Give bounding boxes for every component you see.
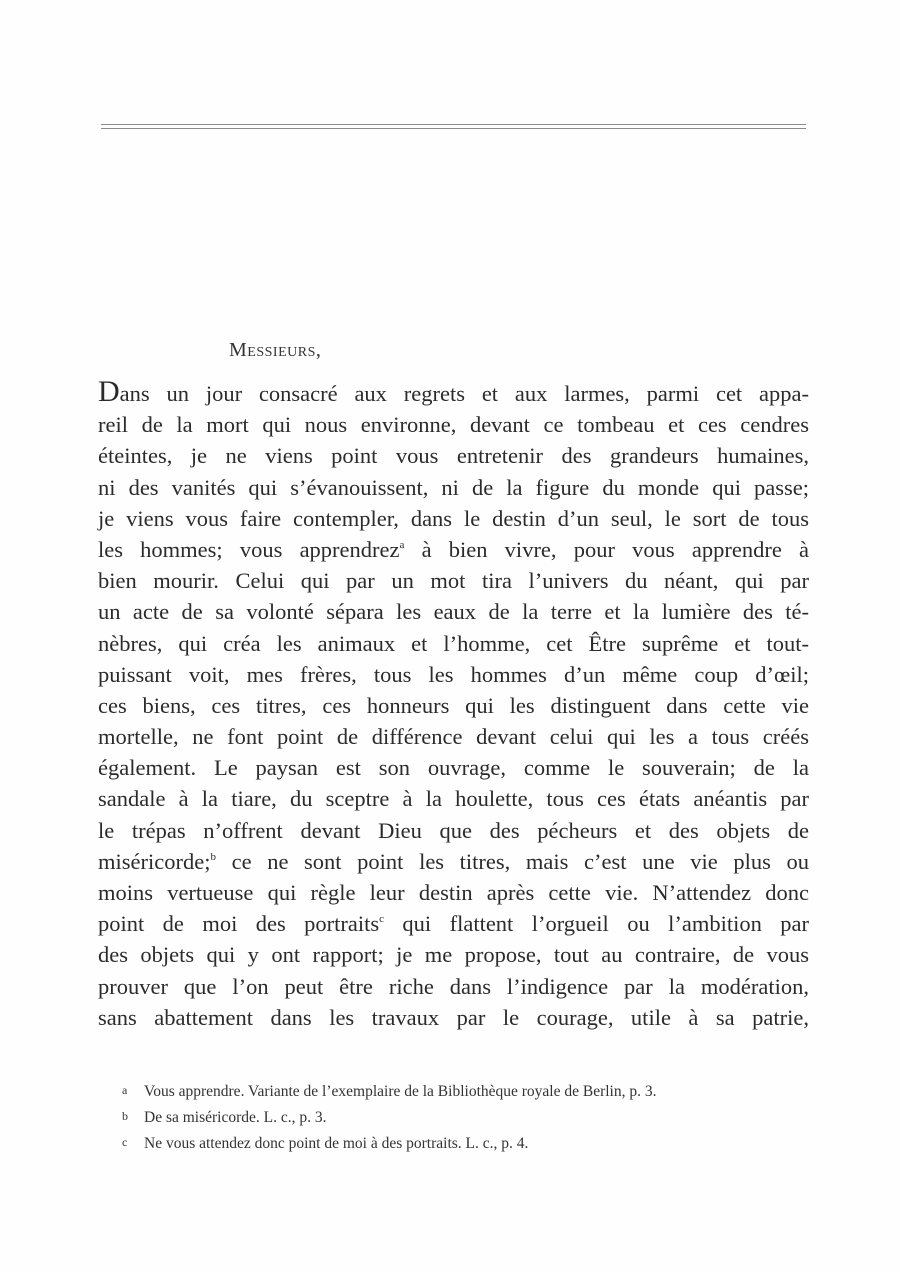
line-text: également. Le paysan est son ouvrage, comme le souverain; de la — [98, 755, 809, 781]
text-line — [98, 971, 809, 1002]
line-text-after: ce ne sont point les titres, mais c’est une vie plus ou — [215, 848, 809, 874]
text-line — [98, 721, 809, 752]
footnote-text: De sa miséricorde. L. c., p. 3. — [144, 1109, 327, 1126]
footnote — [122, 1130, 822, 1156]
line-text: point de moi des portraits — [98, 911, 380, 937]
text-line — [98, 565, 809, 596]
line-text: moins vertueuse qui règle leur destin après cette vie. N’attendez donc — [98, 880, 809, 905]
line-text: ans un jour consacré aux regrets et aux larmes, parmi cet appa- — [119, 381, 809, 406]
line-text: le trépas n’offrent devant Dieu que des pécheurs et des objets de — [98, 817, 809, 843]
text-line — [98, 908, 809, 939]
footnote-mark: b — [122, 1109, 128, 1123]
text-line — [98, 1002, 809, 1033]
line-text-after: à bien vivre, pour vous apprendre à — [404, 536, 809, 562]
footnote-text: Vous apprendre. Variante de l’exemplaire de la Bibliothèque royale de Berlin, p. 3. — [144, 1083, 657, 1100]
line-text: un acte de sa volonté sépara les eaux de la terre et la lumière des té- — [98, 599, 809, 625]
line-text: les hommes; vous apprendrez — [98, 536, 400, 562]
footnote-text: Ne vous attendez donc point de moi à des portraits. L. c., p. 4. — [144, 1135, 529, 1152]
line-text: reil de la mort qui nous environne, devant ce tombeau et ces cendres — [98, 412, 809, 438]
text-line — [98, 472, 809, 503]
text-line — [98, 659, 809, 690]
text-line — [98, 877, 809, 908]
text-line — [98, 815, 809, 846]
salutation: Messieurs, — [229, 339, 322, 361]
body-text — [98, 375, 809, 1033]
footnote-ref: b — [210, 850, 216, 863]
line-text: nèbres, qui créa les animaux et l’homme, cet Être suprême et tout- — [98, 630, 809, 656]
line-text: sandale à la tiare, du sceptre à la houlette, tous ces états anéantis par — [98, 786, 809, 812]
footnote-mark: a — [122, 1083, 128, 1097]
text-line — [98, 628, 809, 659]
line-text: bien mourir. Celui qui par un mot tira l’univers du néant, qui par — [98, 568, 809, 594]
text-line — [98, 409, 809, 440]
line-text: des objets qui y ont rapport; je me propose, tout au contraire, de vous — [98, 942, 809, 968]
line-text: éteintes, je ne viens point vous entretenir des grandeurs humaines, — [98, 443, 809, 469]
drop-cap: D — [98, 375, 120, 408]
line-text-after: qui flattent l’orgueil ou l’ambition par — [384, 911, 809, 937]
text-line — [98, 503, 809, 534]
text-line — [98, 690, 809, 721]
text-line — [98, 596, 809, 627]
text-line — [98, 783, 809, 814]
text-line — [98, 375, 809, 409]
line-text: sans abattement dans les travaux par le courage, utile à sa patrie, — [98, 1004, 809, 1030]
header-rule-bottom — [101, 128, 806, 129]
footnote-ref: c — [379, 913, 385, 926]
footnote — [122, 1078, 822, 1104]
text-line — [98, 846, 809, 877]
footnote-ref: a — [399, 538, 405, 551]
line-text: je viens vous faire contempler, dans le destin d’un seul, le sort de tous — [98, 505, 809, 531]
footnotes — [122, 1078, 822, 1156]
text-line — [98, 534, 809, 565]
line-text: prouver que l’on peut être riche dans l’indigence par la modération, — [98, 973, 809, 999]
text-line — [98, 939, 809, 970]
text-line — [98, 752, 809, 783]
footnote — [122, 1104, 822, 1130]
line-text: miséricorde; — [98, 848, 211, 874]
line-text: mortelle, ne font point de différence devant celui qui les a tous créés — [98, 724, 809, 750]
header-rule-top — [101, 124, 806, 125]
line-text: puissant voit, mes frères, tous les hommes d’un même coup d’œil; — [98, 661, 809, 687]
footnote-mark: c — [122, 1135, 128, 1149]
line-text: ni des vanités qui s’évanouissent, ni de la figure du monde qui passe; — [98, 474, 809, 500]
line-text: ces biens, ces titres, ces honneurs qui les distinguent dans cette vie — [98, 692, 809, 718]
text-line — [98, 440, 809, 471]
